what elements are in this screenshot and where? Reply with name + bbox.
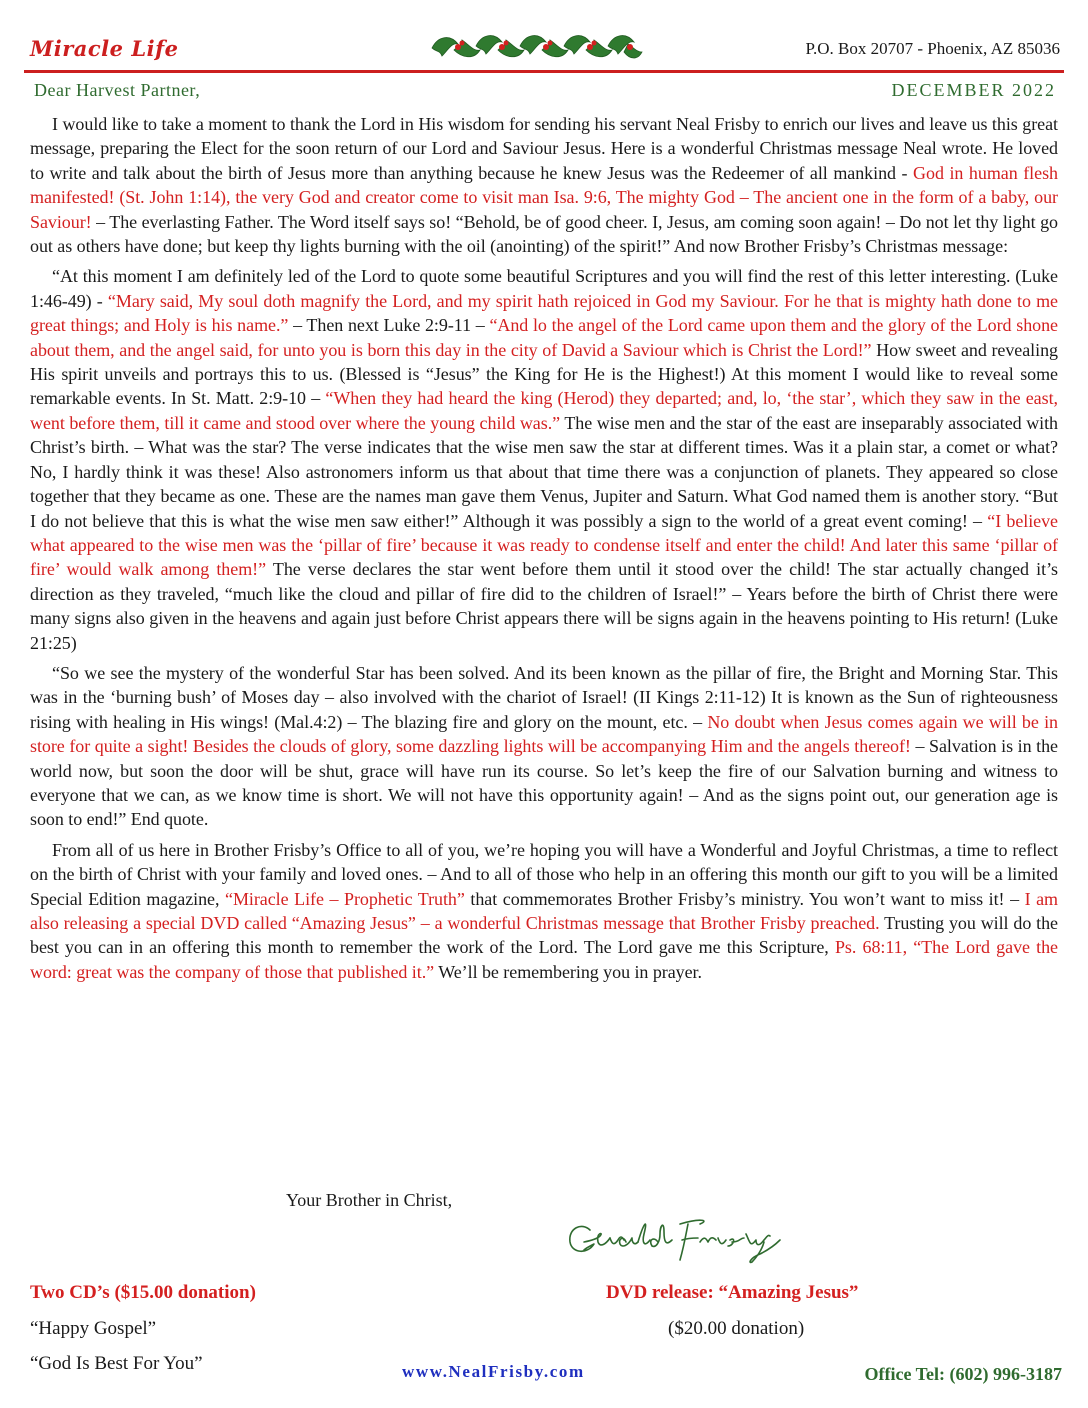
scripture-quote: “Mary said, My soul doth magnify the Lord, and my spirit hath rejoiced in God my Saviour. For he that is mighty hath done to me great things; and Holy is his name.”	[30, 290, 1058, 336]
cds-offer-title: Two CD’s ($15.00 donation)	[30, 1282, 256, 1303]
salutation: Dear Harvest Partner,	[34, 80, 201, 100]
highlight-text: No doubt when Jesus comes again we will be in store for quite a sight! Besides the clouds of glory, some dazzling lights will be accompanying Him and the angels thereof!	[30, 711, 1058, 757]
scripture-quote: Ps. 68:11, “The Lord gave the word: great was the company of those that published it.”	[30, 937, 1058, 982]
cd-title: “Happy Gospel”	[30, 1318, 157, 1339]
mailing-address: P.O. Box 20707 - Phoenix, AZ 85036	[805, 39, 1060, 58]
closing: Your Brother in Christ,	[286, 1190, 453, 1210]
highlight-text: “I believe what appeared to the wise men was the ‘pillar of fire’ because it was ready to condense itself and enter the child! And later this same ‘pillar of fire’ would walk among them!”	[30, 510, 1058, 580]
dvd-offer-title: DVD release: “Amazing Jesus”	[606, 1282, 859, 1303]
letter-date: DECEMBER 2022	[891, 80, 1056, 100]
text-run: From all of us here in Brother Frisby’s Office to all of you, we’re hoping you will have a Wonderful and Joyful Christmas, a time to reflect on the birth of Christ with your family and loved ones. – And to all of those who help in an offering this month our gift to you will be a limited Special Edition magazine,	[30, 839, 1058, 909]
text-run: I would like to take a moment to thank the Lord in His wisdom for sending his servant Neal Frisby to enrich our lives and leave us this great message, preparing the Elect for the soon return of our Lord and Saviour Jesus. Here is a wonderful Christmas message Neal wrote. He loved to write and talk about the birth of Jesus more than anything because he knew Jesus was the Redeemer of all mankind -	[30, 114, 1058, 183]
website-link[interactable]: www.NealFrisby.com	[402, 1362, 585, 1381]
dvd-price: ($20.00 donation)	[668, 1318, 805, 1339]
text-run: – Salvation is in the world now, but soon the door will be shut, grace will have run its course. So let’s keep the fire of our Salvation burning and witness to everyone that we can, as we know time is short. We will not have this opportunity again! – And as the signs point out, our generation age is soon to end!” End quote.	[30, 736, 1058, 830]
text-run: The verse declares the star went before them until it stood over the child! The star actually changed it’s direction as they traveled, “much like the cloud and pillar of fire did to the children of Israel!” – Years before the birth of Christ there were many signs also given in the heavens and again just before Christ appears there will be signs again in the heavens pointing to His return! (Luke 21:25)	[30, 559, 1058, 653]
text-run: – The everlasting Father. The Word itself says so! “Behold, be of good cheer. I, Jesus, am coming soon again! – Do not let thy light go out as others have done; but keep thy lights burning with the oil (anointing) of the spirit!” And now Brother Frisby’s Christmas message:	[30, 211, 1058, 257]
masthead	[24, 28, 1064, 70]
magazine-title: “Miracle Life – Prophetic Truth”	[225, 888, 465, 909]
text-run: “At this moment I am definitely led of the Lord to quote some beautiful Scriptures and you will find the rest of this letter interesting. (Luke 1:46-49) -	[30, 266, 1058, 311]
brand-name: Miracle Life	[30, 36, 179, 61]
text-run: Trusting you will do the best you can in an offering this month to remember the work of the Lord. The Lord gave me this Scripture,	[30, 913, 1059, 958]
scripture-quote: “And lo the angel of the Lord came upon them and the glory of the Lord shone about them, and the angel said, for unto you is born this day in the city of David a Saviour which is Christ the Lord!”	[30, 315, 1058, 360]
text-run: The wise men and the star of the east are inseparably associated with Christ’s birth. – What was the star? The verse indicates that the wise men saw the star at different times. Was it a plain star, a comet or what? No, I hardly think it was these! Also astronomers inform us that about that time there was a conjunction of planets. They appeared so close together that they became as one. These are the names man gave them Venus, Jupiter and Saturn. What God named them is another story. “But I do not believe that this is what the wise men saw either!” Although it was possibly a sign to the world of a great event coming! –	[30, 412, 1058, 531]
dvd-announcement: I am also releasing a special DVD called “Amazing Jesus” – a wonderful Christmas message that Brother Frisby preached.	[30, 888, 1058, 933]
highlight-text: God in human flesh manifested! (St. John 1:14), the very God and creator come to visit man Isa. 9:6, The mighty God – The ancient one in the form of a baby, our Saviour!	[30, 162, 1058, 232]
letter-body	[30, 112, 1058, 990]
scripture-quote: “When they had heard the king (Herod) they departed; and, lo, ‘the star’, which they saw in the east, went before them, till it came and stood over where the young child was.”	[30, 388, 1058, 433]
text-run: We’ll be remembering you in prayer.	[434, 961, 702, 982]
header-rule	[24, 70, 1064, 73]
signature-image	[560, 1212, 796, 1268]
text-run: How sweet and revealing His spirit unveils and portrays this to us. (Blessed is “Jesus” the King for He is the Highest!) At this moment I would like to reveal some remarkable events. In St. Matt. 2:9-10 –	[30, 339, 1058, 409]
paragraph	[30, 112, 1058, 258]
cd-title: “God Is Best For You”	[30, 1353, 203, 1374]
paragraph	[30, 264, 1058, 655]
holly-garland-icon	[428, 30, 644, 66]
text-run: “So we see the mystery of the wonderful Star has been solved. And its been known as the pillar of fire, the Bright and Morning Star. This was in the ‘burning bush’ of Moses day – also involved with the chariot of Israel! (II Kings 2:11-12) It is known as the Sun of righteousness rising with healing in His wings! (Mal.4:2) – The blazing fire and glory on the mount, etc. –	[30, 662, 1058, 732]
office-phone: Office Tel: (602) 996-3187	[864, 1364, 1062, 1384]
text-run: – Then next Luke 2:9-11 –	[288, 315, 490, 336]
paragraph	[30, 838, 1058, 984]
paragraph	[30, 661, 1058, 832]
text-run: that commemorates Brother Frisby’s ministry. You won’t want to miss it! –	[464, 888, 1025, 909]
